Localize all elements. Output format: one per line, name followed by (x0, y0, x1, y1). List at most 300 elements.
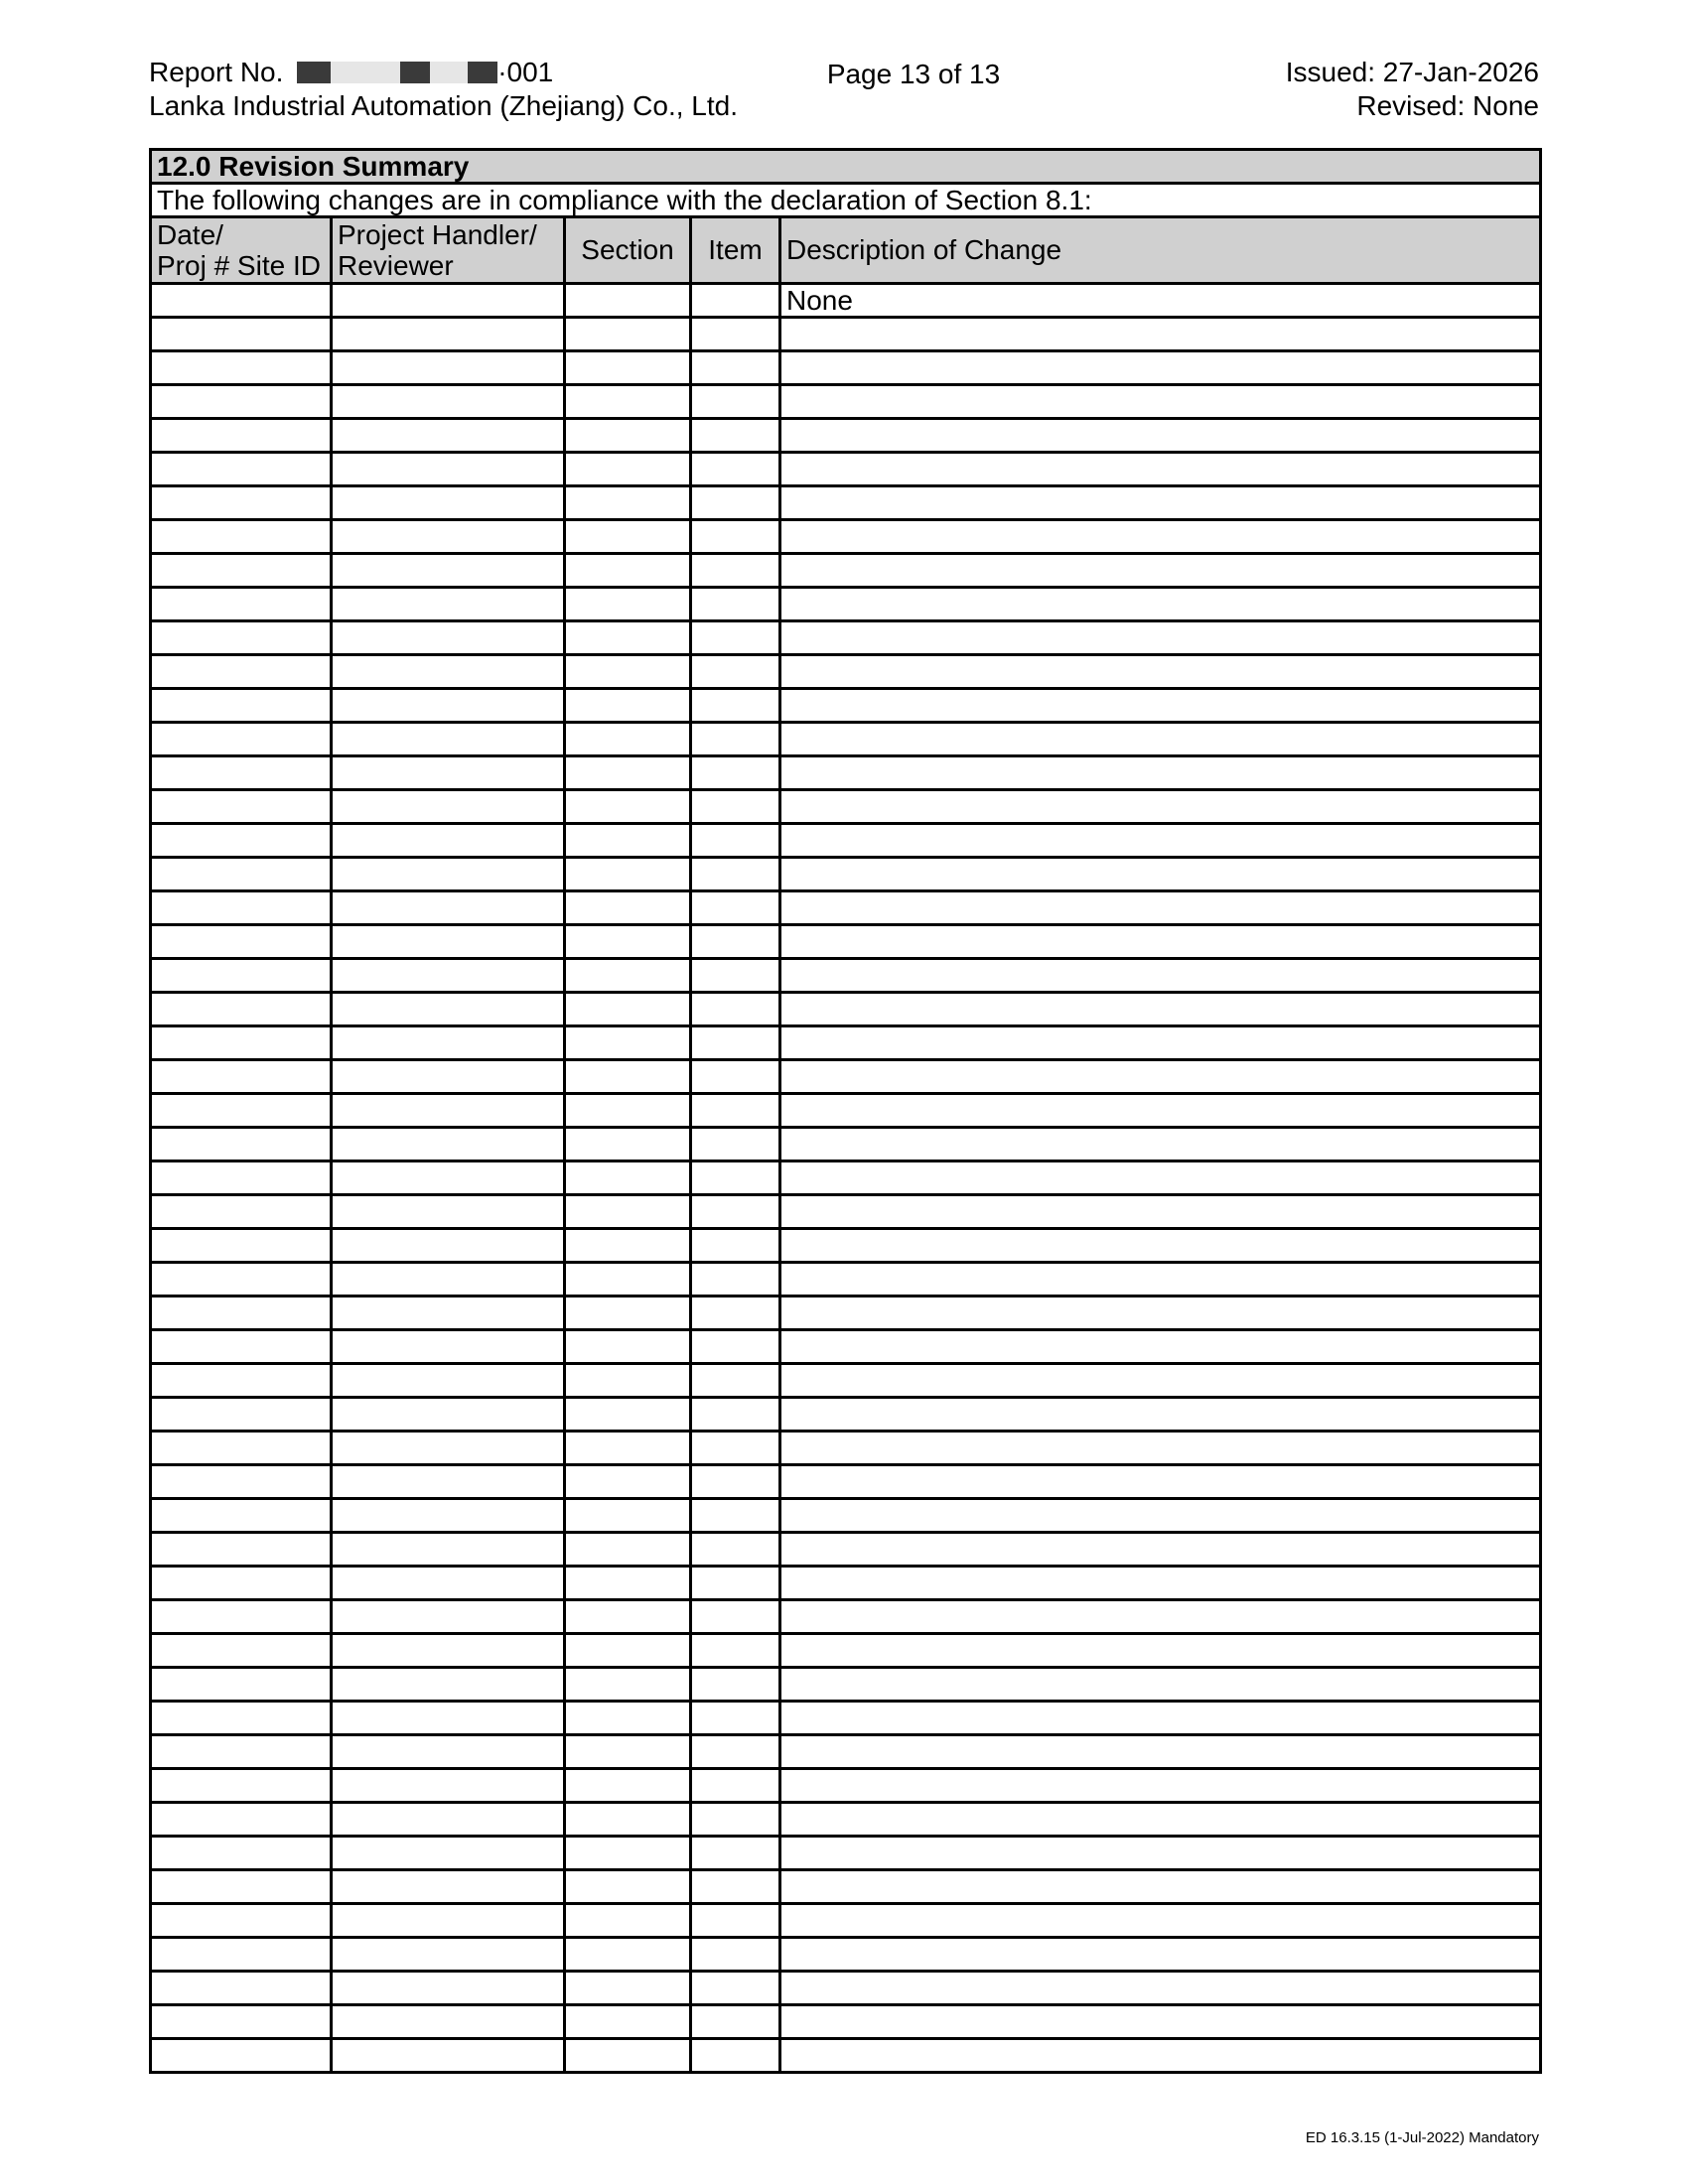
cell-date (151, 1465, 332, 1499)
cell-handler (332, 1567, 565, 1600)
table-row-empty (151, 1195, 1541, 1229)
cell-handler (332, 385, 565, 419)
cell-description (780, 1297, 1541, 1330)
cell-date (151, 1297, 332, 1330)
cell-date (151, 1702, 332, 1735)
revision-summary-table (149, 148, 1542, 2074)
table-row-empty (151, 2005, 1541, 2039)
cell-handler (332, 1499, 565, 1533)
cell-date (151, 1229, 332, 1263)
cell-date (151, 1567, 332, 1600)
redaction-block (468, 62, 497, 83)
cell-date (151, 1972, 332, 2005)
cell-section (565, 891, 691, 925)
cell-handler (332, 486, 565, 520)
table-row-empty (151, 1870, 1541, 1904)
cell-section (565, 2005, 691, 2039)
table-row-empty (151, 689, 1541, 723)
cell-section (565, 1330, 691, 1364)
table-row-empty (151, 1668, 1541, 1702)
table-row-empty (151, 1499, 1541, 1533)
column-header-handler (332, 217, 565, 284)
cell-description (780, 790, 1541, 824)
cell-description (780, 1094, 1541, 1128)
cell-description (780, 1567, 1541, 1600)
cell-handler (332, 1330, 565, 1364)
cell-description (780, 1634, 1541, 1668)
cell-item (691, 1837, 780, 1870)
cell-section (565, 1364, 691, 1398)
cell-date (151, 486, 332, 520)
cell-date (151, 1600, 332, 1634)
cell-section (565, 1533, 691, 1567)
table-row-empty (151, 891, 1541, 925)
cell-item (691, 756, 780, 790)
cell-date (151, 689, 332, 723)
cell-item (691, 1803, 780, 1837)
cell-item (691, 419, 780, 453)
table-row-empty (151, 1297, 1541, 1330)
cell-description (780, 1398, 1541, 1432)
table-row-empty (151, 858, 1541, 891)
cell-handler (332, 1398, 565, 1432)
cell-date (151, 419, 332, 453)
table-row-empty (151, 756, 1541, 790)
cell-date (151, 385, 332, 419)
cell-handler (332, 284, 565, 318)
table-row-empty (151, 723, 1541, 756)
cell-section (565, 1499, 691, 1533)
cell-description (780, 1263, 1541, 1297)
cell-item (691, 1128, 780, 1161)
cell-date (151, 1634, 332, 1668)
table-row-empty (151, 554, 1541, 588)
cell-item (691, 1161, 780, 1195)
cell-date (151, 756, 332, 790)
cell-handler (332, 689, 565, 723)
cell-handler (332, 824, 565, 858)
cell-item (691, 824, 780, 858)
column-header-description: Description of Change (780, 217, 1541, 284)
cell-description (780, 1668, 1541, 1702)
cell-date (151, 1263, 332, 1297)
table-row-empty (151, 1634, 1541, 1668)
cell-section (565, 1094, 691, 1128)
cell-description (780, 1195, 1541, 1229)
cell-handler (332, 993, 565, 1026)
report-number-suffix: 001 (506, 57, 554, 87)
column-header-handler-line1: Project Handler/ (338, 219, 537, 250)
cell-section (565, 993, 691, 1026)
cell-date (151, 1870, 332, 1904)
cell-handler (332, 1769, 565, 1803)
cell-description (780, 655, 1541, 689)
cell-section (565, 1297, 691, 1330)
cell-item (691, 858, 780, 891)
cell-description (780, 1499, 1541, 1533)
cell-item (691, 993, 780, 1026)
cell-item (691, 689, 780, 723)
cell-handler (332, 1972, 565, 2005)
cell-section (565, 486, 691, 520)
cell-date (151, 824, 332, 858)
cell-description (780, 1938, 1541, 1972)
cell-date (151, 959, 332, 993)
table-row-empty (151, 1398, 1541, 1432)
cell-section (565, 1702, 691, 1735)
cell-description (780, 486, 1541, 520)
table-row-empty (151, 1904, 1541, 1938)
cell-section (565, 318, 691, 351)
cell-date (151, 351, 332, 385)
cell-item (691, 1972, 780, 2005)
cell-item (691, 318, 780, 351)
cell-description (780, 520, 1541, 554)
table-row-empty (151, 588, 1541, 621)
table-row-empty (151, 520, 1541, 554)
cell-date (151, 1533, 332, 1567)
cell-section (565, 1263, 691, 1297)
compliance-note-row (151, 184, 1541, 217)
table-row-empty (151, 1465, 1541, 1499)
cell-item (691, 925, 780, 959)
table-row-empty (151, 621, 1541, 655)
cell-description (780, 993, 1541, 1026)
cell-description (780, 1769, 1541, 1803)
cell-item (691, 655, 780, 689)
cell-section (565, 1735, 691, 1769)
table-row-empty (151, 419, 1541, 453)
table-row-empty (151, 925, 1541, 959)
cell-item (691, 959, 780, 993)
cell-item (691, 554, 780, 588)
cell-description (780, 318, 1541, 351)
table-row-empty (151, 1533, 1541, 1567)
cell-item (691, 1229, 780, 1263)
cell-item (691, 351, 780, 385)
table-row (151, 284, 1541, 318)
cell-section (565, 925, 691, 959)
table-row-empty (151, 1938, 1541, 1972)
table-row-empty (151, 1161, 1541, 1195)
compliance-note: The following changes are in compliance with the declaration of Section 8.1: (151, 184, 1541, 217)
cell-section (565, 959, 691, 993)
cell-section (565, 1195, 691, 1229)
cell-handler (332, 1195, 565, 1229)
cell-date (151, 284, 332, 318)
cell-handler (332, 419, 565, 453)
cell-description (780, 1735, 1541, 1769)
cell-handler (332, 2005, 565, 2039)
table-row-empty (151, 453, 1541, 486)
cell-handler (332, 1094, 565, 1128)
cell-description (780, 1870, 1541, 1904)
cell-handler (332, 891, 565, 925)
table-row-empty (151, 1432, 1541, 1465)
report-number: Report No. ·001 (149, 57, 554, 87)
cell-section (565, 1432, 691, 1465)
cell-description (780, 453, 1541, 486)
table-row-empty (151, 1060, 1541, 1094)
cell-section (565, 1870, 691, 1904)
table-row-empty (151, 1128, 1541, 1161)
cell-section (565, 1904, 691, 1938)
cell-date (151, 1026, 332, 1060)
cell-description (780, 2005, 1541, 2039)
cell-handler (332, 1837, 565, 1870)
cell-handler (332, 1026, 565, 1060)
column-header-row (151, 217, 1541, 284)
cell-description (780, 1904, 1541, 1938)
table-row-empty (151, 1263, 1541, 1297)
column-header-handler-line2: Reviewer (338, 250, 454, 281)
cell-description (780, 1229, 1541, 1263)
cell-item (691, 723, 780, 756)
table-row-empty (151, 1364, 1541, 1398)
cell-date (151, 1094, 332, 1128)
cell-date (151, 1837, 332, 1870)
cell-description (780, 925, 1541, 959)
cell-handler (332, 1702, 565, 1735)
cell-date (151, 1938, 332, 1972)
cell-handler (332, 1263, 565, 1297)
table-row-empty (151, 1769, 1541, 1803)
cell-date (151, 723, 332, 756)
cell-item (691, 1668, 780, 1702)
cell-item (691, 520, 780, 554)
revised-status: Revised: None (1356, 90, 1539, 121)
cell-section (565, 1634, 691, 1668)
cell-handler (332, 1533, 565, 1567)
cell-date (151, 858, 332, 891)
cell-date (151, 1128, 332, 1161)
cell-handler (332, 1735, 565, 1769)
report-header-left (149, 56, 738, 123)
cell-description: None (780, 284, 1541, 318)
cell-handler (332, 756, 565, 790)
cell-section (565, 756, 691, 790)
cell-section (565, 1026, 691, 1060)
cell-description (780, 858, 1541, 891)
cell-item (691, 1297, 780, 1330)
cell-date (151, 1060, 332, 1094)
cell-item (691, 588, 780, 621)
cell-date (151, 621, 332, 655)
cell-item (691, 1499, 780, 1533)
cell-item (691, 1195, 780, 1229)
cell-section (565, 1161, 691, 1195)
cell-handler (332, 351, 565, 385)
cell-section (565, 351, 691, 385)
page-indicator: Page 13 of 13 (826, 59, 1001, 89)
cell-handler (332, 723, 565, 756)
table-row-empty (151, 824, 1541, 858)
cell-date (151, 520, 332, 554)
cell-handler (332, 1060, 565, 1094)
table-row-empty (151, 655, 1541, 689)
table-row-empty (151, 1972, 1541, 2005)
cell-description (780, 588, 1541, 621)
cell-date (151, 588, 332, 621)
section-title-row (151, 150, 1541, 184)
cell-date (151, 1330, 332, 1364)
cell-section (565, 1837, 691, 1870)
cell-handler (332, 1465, 565, 1499)
table-row-empty (151, 1600, 1541, 1634)
cell-handler (332, 1938, 565, 1972)
table-row-empty (151, 1803, 1541, 1837)
cell-section (565, 554, 691, 588)
table-row-empty (151, 1702, 1541, 1735)
cell-section (565, 655, 691, 689)
cell-description (780, 1972, 1541, 2005)
cell-description (780, 1600, 1541, 1634)
cell-date (151, 1803, 332, 1837)
cell-item (691, 1634, 780, 1668)
cell-section (565, 588, 691, 621)
cell-handler (332, 318, 565, 351)
cell-description (780, 385, 1541, 419)
cell-description (780, 1702, 1541, 1735)
column-header-date-line2: Proj # Site ID (157, 250, 321, 281)
redaction-block (430, 62, 468, 83)
cell-description (780, 1330, 1541, 1364)
cell-handler (332, 925, 565, 959)
cell-date (151, 2005, 332, 2039)
table-row-empty (151, 351, 1541, 385)
report-header-right (1286, 56, 1539, 123)
cell-item (691, 1330, 780, 1364)
cell-handler (332, 554, 565, 588)
cell-item (691, 385, 780, 419)
cell-section (565, 1600, 691, 1634)
cell-handler (332, 790, 565, 824)
cell-handler (332, 453, 565, 486)
cell-item (691, 1938, 780, 1972)
cell-description (780, 1060, 1541, 1094)
cell-section (565, 419, 691, 453)
cell-date (151, 1904, 332, 1938)
cell-item (691, 891, 780, 925)
form-footer: ED 16.3.15 (1-Jul-2022) Mandatory (1305, 2129, 1539, 2146)
cell-date (151, 2039, 332, 2073)
redaction-block (331, 62, 400, 83)
cell-date (151, 1668, 332, 1702)
cell-handler (332, 1600, 565, 1634)
cell-section (565, 1938, 691, 1972)
cell-description (780, 419, 1541, 453)
column-header-date (151, 217, 332, 284)
issued-date: Issued: 27-Jan-2026 (1285, 57, 1539, 87)
cell-item (691, 1263, 780, 1297)
cell-section (565, 723, 691, 756)
column-header-section: Section (565, 217, 691, 284)
cell-date (151, 1398, 332, 1432)
cell-item (691, 2005, 780, 2039)
cell-section (565, 2039, 691, 2073)
cell-date (151, 891, 332, 925)
cell-handler (332, 1432, 565, 1465)
table-row-empty (151, 993, 1541, 1026)
cell-date (151, 554, 332, 588)
cell-handler (332, 1161, 565, 1195)
cell-section (565, 1803, 691, 1837)
cell-section (565, 1769, 691, 1803)
redaction-block (400, 62, 430, 83)
cell-handler (332, 1128, 565, 1161)
cell-date (151, 1195, 332, 1229)
table-row-empty (151, 1567, 1541, 1600)
cell-section (565, 858, 691, 891)
cell-date (151, 1161, 332, 1195)
cell-item (691, 284, 780, 318)
table-row-empty (151, 1735, 1541, 1769)
cell-description (780, 1465, 1541, 1499)
cell-description (780, 554, 1541, 588)
table-row-empty (151, 959, 1541, 993)
company-name: Lanka Industrial Automation (Zhejiang) Co., Ltd. (149, 90, 739, 121)
cell-item (691, 453, 780, 486)
cell-item (691, 1533, 780, 1567)
cell-item (691, 1094, 780, 1128)
section-title: 12.0 Revision Summary (151, 150, 1541, 184)
cell-date (151, 453, 332, 486)
cell-item (691, 1735, 780, 1769)
cell-handler (332, 1634, 565, 1668)
cell-description (780, 1533, 1541, 1567)
cell-description (780, 689, 1541, 723)
cell-handler (332, 1297, 565, 1330)
cell-handler (332, 1364, 565, 1398)
cell-section (565, 284, 691, 318)
cell-item (691, 1465, 780, 1499)
cell-handler (332, 520, 565, 554)
cell-description (780, 1026, 1541, 1060)
cell-date (151, 1769, 332, 1803)
cell-handler (332, 858, 565, 891)
column-header-item: Item (691, 217, 780, 284)
cell-handler (332, 1870, 565, 1904)
table-row-empty (151, 1229, 1541, 1263)
cell-description (780, 1432, 1541, 1465)
cell-date (151, 925, 332, 959)
cell-section (565, 1060, 691, 1094)
cell-date (151, 790, 332, 824)
cell-date (151, 1499, 332, 1533)
cell-date (151, 993, 332, 1026)
cell-description (780, 824, 1541, 858)
cell-item (691, 1600, 780, 1634)
table-row-empty (151, 318, 1541, 351)
table-row-empty (151, 1094, 1541, 1128)
cell-item (691, 1702, 780, 1735)
cell-item (691, 621, 780, 655)
cell-item (691, 1398, 780, 1432)
cell-date (151, 1432, 332, 1465)
cell-handler (332, 588, 565, 621)
table-row-empty (151, 486, 1541, 520)
cell-section (565, 385, 691, 419)
cell-handler (332, 1229, 565, 1263)
cell-handler (332, 2039, 565, 2073)
cell-description (780, 1128, 1541, 1161)
cell-section (565, 790, 691, 824)
cell-section (565, 689, 691, 723)
cell-item (691, 1432, 780, 1465)
cell-item (691, 1870, 780, 1904)
cell-description (780, 1803, 1541, 1837)
table-row-empty (151, 1330, 1541, 1364)
